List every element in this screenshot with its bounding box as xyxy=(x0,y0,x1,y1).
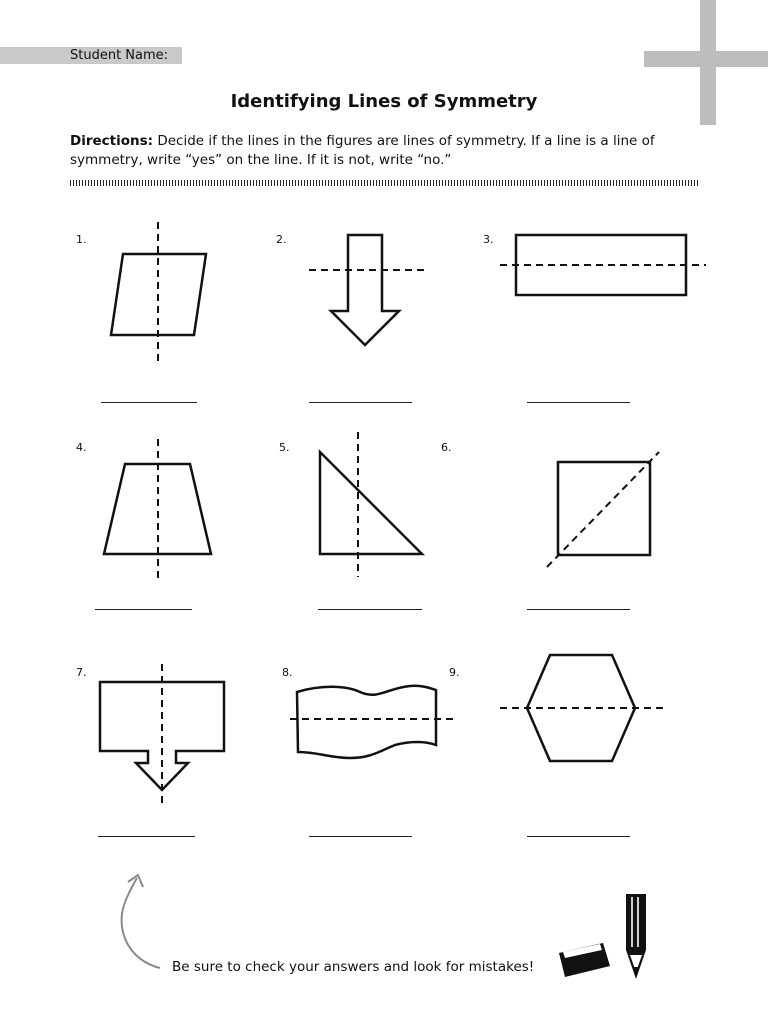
trapezoid-icon xyxy=(104,439,211,583)
wavy-banner-icon xyxy=(290,686,458,758)
problem-number-2: 2. xyxy=(276,233,287,246)
right-triangle-icon xyxy=(320,432,422,577)
hexagon-icon xyxy=(500,655,664,761)
problem-number-4: 4. xyxy=(76,441,87,454)
problem-number-8: 8. xyxy=(282,666,293,679)
problem-number-5: 5. xyxy=(279,441,290,454)
square-icon xyxy=(547,452,659,567)
eraser-icon xyxy=(559,943,610,977)
directions-text: Decide if the lines in the figures are lines of symmetry. If a line is a line of symmetry, write “yes” on the line. If it is not, write “no.” xyxy=(70,133,655,168)
arrow-tab-icon xyxy=(100,664,224,803)
down-arrow-icon xyxy=(309,235,424,345)
student-name-label: Student Name: xyxy=(70,48,169,63)
pencil-icon xyxy=(626,894,646,979)
problem-number-6: 6. xyxy=(441,441,452,454)
problem-number-3: 3. xyxy=(483,233,494,246)
directions-label: Directions: xyxy=(70,133,154,149)
rectangle-icon xyxy=(500,235,706,295)
problem-number-1: 1. xyxy=(76,233,87,246)
parallelogram-icon xyxy=(111,222,206,365)
reminder-text: Be sure to check your answers and look for mistakes! xyxy=(172,959,535,975)
page-title: Identifying Lines of Symmetry xyxy=(230,91,538,112)
problem-number-7: 7. xyxy=(76,666,87,679)
curved-arrow-icon xyxy=(122,875,160,968)
problem-number-9: 9. xyxy=(449,666,460,679)
